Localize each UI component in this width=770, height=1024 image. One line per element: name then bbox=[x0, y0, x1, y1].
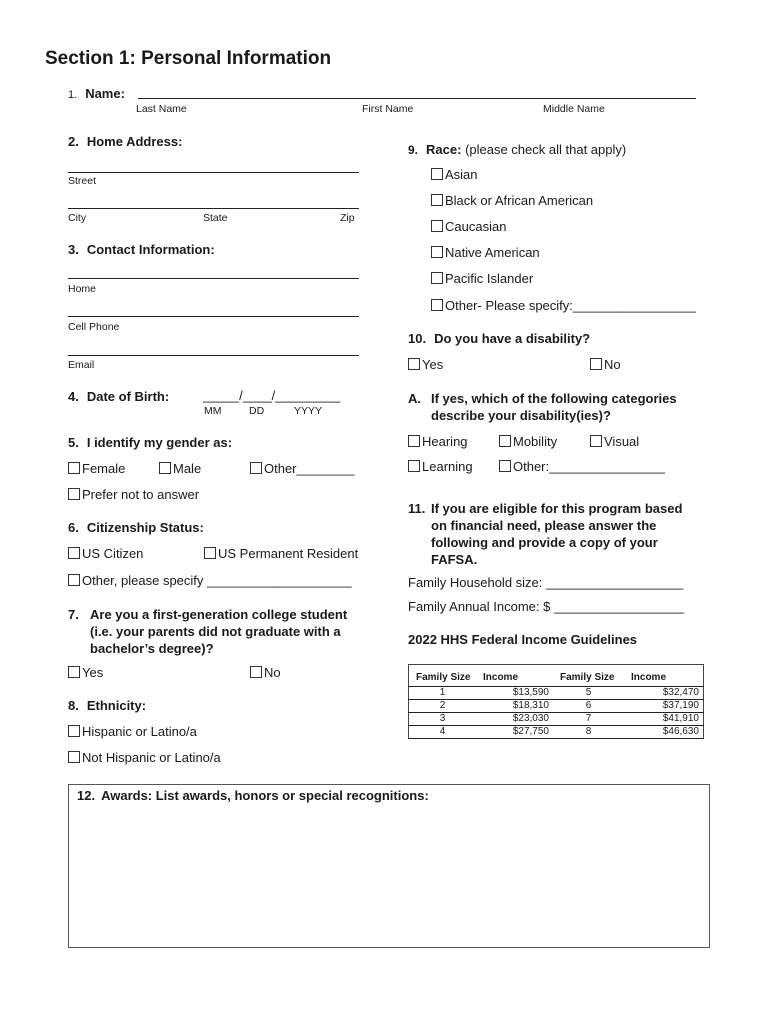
checkbox-icon[interactable] bbox=[159, 462, 171, 474]
checkbox-icon[interactable] bbox=[431, 220, 443, 232]
checkbox-icon[interactable] bbox=[590, 358, 602, 370]
table-row bbox=[409, 700, 704, 713]
middle-name-caption: Middle Name bbox=[543, 103, 605, 115]
table-row bbox=[409, 726, 704, 739]
first-gen-yes-option[interactable]: Yes bbox=[68, 665, 103, 680]
disability-hearing-option[interactable]: Hearing bbox=[408, 434, 468, 449]
gender-female-option[interactable]: Female bbox=[68, 461, 125, 476]
date-of-birth-input[interactable]: _____/____/_________ bbox=[203, 388, 341, 403]
disability-learning-option[interactable]: Learning bbox=[408, 459, 473, 474]
annual-income-input[interactable]: Family Annual Income: $ __________________ bbox=[408, 599, 685, 614]
disability-no-option[interactable]: No bbox=[590, 357, 621, 372]
table-header-row bbox=[409, 665, 704, 687]
table-cell: $32,470 bbox=[624, 687, 704, 700]
checkbox-icon[interactable] bbox=[431, 194, 443, 206]
guidelines-title: 2022 HHS Federal Income Guidelines bbox=[408, 632, 638, 647]
table-cell: $46,630 bbox=[624, 726, 704, 739]
ethnicity-hispanic-option[interactable]: Hispanic or Latino/a bbox=[68, 724, 197, 739]
home-caption: Home bbox=[68, 283, 97, 295]
race-other-option[interactable]: Other- Please specify:_________________ bbox=[431, 298, 696, 313]
table-cell: 7 bbox=[553, 713, 624, 726]
household-size-input[interactable]: Family Household size: ___________________ bbox=[408, 575, 684, 590]
disability-mobility-option[interactable]: Mobility bbox=[499, 434, 557, 449]
table-cell: $27,750 bbox=[476, 726, 553, 739]
checkbox-icon[interactable] bbox=[408, 435, 420, 447]
race-asian-option[interactable]: Asian bbox=[431, 167, 478, 182]
first-name-caption: First Name bbox=[362, 103, 414, 115]
gender-prefer-not-option[interactable]: Prefer not to answer bbox=[68, 487, 199, 502]
disability-visual-option[interactable]: Visual bbox=[590, 434, 639, 449]
table-header-cell: Family Size bbox=[409, 665, 477, 687]
last-name-caption: Last Name bbox=[136, 103, 187, 115]
q9-label: 9. Race: (please check all that apply) bbox=[408, 142, 627, 157]
citizenship-us-citizen-option[interactable]: US Citizen bbox=[68, 546, 143, 561]
checkbox-icon[interactable] bbox=[68, 725, 80, 737]
citizenship-other-option[interactable]: Other, please specify ____________________ bbox=[68, 573, 352, 588]
checkbox-icon[interactable] bbox=[250, 462, 262, 474]
checkbox-icon[interactable] bbox=[68, 574, 80, 586]
disability-other-option[interactable]: Other:________________ bbox=[499, 459, 665, 474]
q11-label: 11. If you are eligible for this program based on financial need, please answer the following and provide a copy of your FAFSA. bbox=[408, 501, 683, 567]
checkbox-icon[interactable] bbox=[68, 462, 80, 474]
qa-label: A. If yes, which of the following categories describe your disability(ies)? bbox=[408, 391, 677, 423]
city-state-zip-input[interactable] bbox=[68, 208, 359, 209]
checkbox-icon[interactable] bbox=[68, 666, 80, 678]
disability-yes-option[interactable]: Yes bbox=[408, 357, 443, 372]
table-header-cell: Income bbox=[476, 665, 553, 687]
table-cell: $41,910 bbox=[624, 713, 704, 726]
section-title: Section 1: Personal Information bbox=[45, 48, 332, 69]
race-pacific-islander-option[interactable]: Pacific Islander bbox=[431, 271, 533, 286]
checkbox-icon[interactable] bbox=[499, 460, 511, 472]
yyyy-caption: YYYY bbox=[294, 405, 323, 417]
email-caption: Email bbox=[68, 359, 95, 371]
checkbox-icon[interactable] bbox=[68, 751, 80, 763]
checkbox-icon[interactable] bbox=[431, 168, 443, 180]
race-caucasian-option[interactable]: Caucasian bbox=[431, 219, 506, 234]
race-black-option[interactable]: Black or African American bbox=[431, 193, 593, 208]
q4-label: 4. Date of Birth: bbox=[68, 389, 170, 404]
checkbox-icon[interactable] bbox=[68, 547, 80, 559]
gender-other-option[interactable]: Other________ bbox=[250, 461, 354, 476]
q12-label: 12. Awards: List awards, honors or special recognitions: bbox=[77, 788, 429, 803]
street-input[interactable] bbox=[68, 172, 359, 173]
table-cell: 4 bbox=[409, 726, 477, 739]
city-caption: City bbox=[68, 212, 87, 224]
q10-label: 10. Do you have a disability? bbox=[408, 331, 591, 346]
q5-label: 5. I identify my gender as: bbox=[68, 435, 233, 450]
q3-label: 3. Contact Information: bbox=[68, 242, 215, 257]
checkbox-icon[interactable] bbox=[250, 666, 262, 678]
q8-label: 8. Ethnicity: bbox=[68, 698, 147, 713]
table-cell: 5 bbox=[553, 687, 624, 700]
home-phone-input[interactable] bbox=[68, 278, 359, 279]
table-cell: 3 bbox=[409, 713, 477, 726]
gender-male-option[interactable]: Male bbox=[159, 461, 201, 476]
ethnicity-not-hispanic-option[interactable]: Not Hispanic or Latino/a bbox=[68, 750, 221, 765]
q2-label: 2. Home Address: bbox=[68, 134, 183, 149]
table-cell: $37,190 bbox=[624, 700, 704, 713]
checkbox-icon[interactable] bbox=[431, 299, 443, 311]
table-cell: 1 bbox=[409, 687, 477, 700]
table-cell: $18,310 bbox=[476, 700, 553, 713]
checkbox-icon[interactable] bbox=[408, 358, 420, 370]
first-gen-no-option[interactable]: No bbox=[250, 665, 281, 680]
state-caption: State bbox=[203, 212, 228, 224]
awards-textarea[interactable] bbox=[68, 784, 710, 948]
checkbox-icon[interactable] bbox=[431, 272, 443, 284]
email-input[interactable] bbox=[68, 355, 359, 356]
table-header-cell: Family Size bbox=[553, 665, 624, 687]
table-header-cell: Income bbox=[624, 665, 704, 687]
table-cell: $23,030 bbox=[476, 713, 553, 726]
checkbox-icon[interactable] bbox=[204, 547, 216, 559]
checkbox-icon[interactable] bbox=[408, 460, 420, 472]
cell-phone-caption: Cell Phone bbox=[68, 321, 120, 333]
checkbox-icon[interactable] bbox=[590, 435, 602, 447]
checkbox-icon[interactable] bbox=[499, 435, 511, 447]
q7-label: 7. Are you a first-generation college student (i.e. your parents did not graduate with a bachelor’s degree)? bbox=[68, 607, 348, 656]
table-cell: 6 bbox=[553, 700, 624, 713]
race-native-american-option[interactable]: Native American bbox=[431, 245, 540, 260]
table-cell: 2 bbox=[409, 700, 477, 713]
citizenship-permanent-resident-option[interactable]: US Permanent Resident bbox=[204, 546, 358, 561]
income-guidelines-table bbox=[408, 664, 704, 739]
table-cell: 8 bbox=[553, 726, 624, 739]
checkbox-icon[interactable] bbox=[68, 488, 80, 500]
dd-caption: DD bbox=[249, 405, 265, 417]
checkbox-icon[interactable] bbox=[431, 246, 443, 258]
mm-caption: MM bbox=[204, 405, 222, 417]
zip-caption: Zip bbox=[340, 212, 355, 224]
table-cell: $13,590 bbox=[476, 687, 553, 700]
cell-phone-input[interactable] bbox=[68, 316, 359, 317]
q1-label: 1. Name: bbox=[68, 86, 125, 101]
street-caption: Street bbox=[68, 175, 97, 187]
name-input[interactable] bbox=[138, 98, 696, 99]
table-row bbox=[409, 713, 704, 726]
q6-label: 6. Citizenship Status: bbox=[68, 520, 204, 535]
table-row bbox=[409, 687, 704, 700]
